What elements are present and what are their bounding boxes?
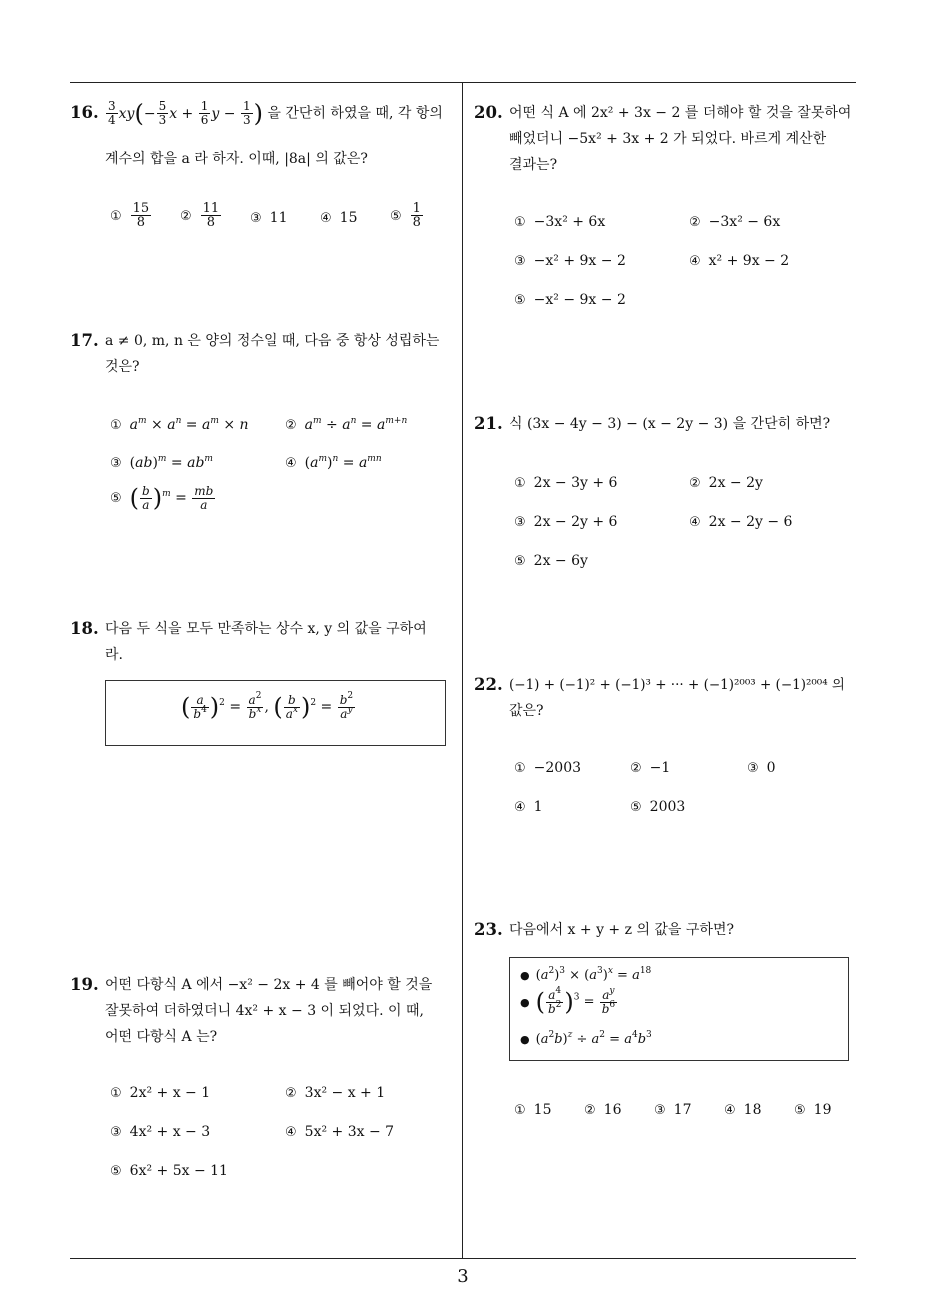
option-1[interactable]: ① $a^m \times a^n = a^m \times n$ [110,416,249,433]
option-2[interactable]: ② −3x² − 6x [689,214,781,230]
condition-2: ● ( $\frac{a^4}{b^2}$ )$^3$ = $\frac{a^y}{b^6}$ [520,985,616,1016]
option-1[interactable]: ① −3x² + 6x [514,214,606,230]
page-number: 3 [457,1266,469,1287]
question-number: 19. [70,975,99,994]
option-3[interactable]: ③ 0 [747,760,776,776]
question-stem-line: 식 (3x − 4y − 3) − (x − 2y − 3) 을 간단히 하면? [509,416,831,432]
option-4[interactable]: ④ $(a^m)^n = a^{mn}$ [285,454,382,471]
option-3[interactable]: ③ 4x² + x − 3 [110,1124,211,1140]
question-stem [105,100,457,128]
option-1[interactable]: ① $\frac{15}{8}$ [110,201,150,230]
option-5[interactable]: ⑤ 2003 [630,799,686,815]
option-1[interactable]: ① −2003 [514,760,582,776]
stem-expression: $\frac{3}{4}$ xy(− $\frac{5}{3}$ x + $\frac{1}{6}$ y − $\frac{1}{3}$ ) [108,99,263,127]
bottom-rule [70,1258,856,1259]
stem-text: 을 간단히 하였을 때, 각 항의 [267,105,443,122]
question-number: 21. [474,414,503,433]
condition-3: ● $(a^2b)^z \div a^2 = a^4b^3$ [520,1030,652,1047]
option-4[interactable]: ④ x² + 9x − 2 [689,253,790,269]
option-3[interactable]: ③ 11 [250,210,288,226]
option-3[interactable]: ③ 17 [654,1102,692,1118]
question-stem-line: a ≠ 0, m, n 은 양의 정수일 때, 다음 중 항상 성립하는 [105,333,440,349]
question-number: 22. [474,675,503,694]
option-2[interactable]: ② −1 [630,760,671,776]
question-stem-line: 라. [105,647,123,663]
option-2[interactable]: ② 2x − 2y [689,475,763,491]
top-rule [70,82,856,83]
question-stem-line: (−1) + (−1)² + (−1)³ + ··· + (−1)²⁰⁰³ + (−1)²⁰⁰⁴ 의 [509,677,845,693]
option-2[interactable]: ② $a^m \div a^n = a^{m+n}$ [285,416,408,433]
question-number: 16. [70,103,99,122]
option-2[interactable]: ② 3x² − x + 1 [285,1085,386,1101]
option-5[interactable]: ⑤ $\frac{1}{8}$ [390,201,421,230]
question-stem-line: 어떤 다항식 A 에서 −x² − 2x + 4 를 빼어야 할 것을 [105,977,433,993]
option-3[interactable]: ③ 2x − 2y + 6 [514,514,618,530]
question-stem-line: 빼었더니 −5x² + 3x + 2 가 되었다. 바르게 계산한 [509,131,827,147]
option-4[interactable]: ④ 15 [320,210,358,226]
question-stem-line: 어떤 다항식 A 는? [105,1029,218,1045]
option-5[interactable]: ⑤ 2x − 6y [514,553,588,569]
column-divider [462,83,463,1259]
option-4[interactable]: ④ 18 [724,1102,762,1118]
question-stem-line: 잘못하여 더하였더니 4x² + x − 3 이 되었다. 이 때, [105,1003,424,1019]
question-number: 17. [70,331,99,350]
question-stem-line: 어떤 식 A 에 2x² + 3x − 2 를 더해야 할 것을 잘못하여 [509,105,852,121]
option-5[interactable]: ⑤ ( $\frac{b}{a}$ )$^m$ = $\frac{mb}{a}$ [110,483,214,512]
option-5[interactable]: ⑤ 19 [794,1102,832,1118]
option-4[interactable]: ④ 2x − 2y − 6 [689,514,793,530]
question-number: 18. [70,619,99,638]
option-2[interactable]: ② 16 [584,1102,622,1118]
question-stem-line: 결과는? [509,157,558,173]
question-stem-line: 계수의 합을 a 라 하자. 이때, |8a| 의 값은? [105,151,368,167]
condition-1: ● $(a^2)^3 \times (a^3)^x = a^{18}$ [520,966,652,983]
question-stem-line: 다음 두 식을 모두 만족하는 상수 x, y 의 값을 구하여 [105,621,427,637]
question-stem-line: 값은? [509,703,544,719]
option-5[interactable]: ⑤ 6x² + 5x − 11 [110,1163,228,1179]
option-4[interactable]: ④ 5x² + 3x − 7 [285,1124,395,1140]
option-2[interactable]: ② $\frac{11}{8}$ [180,201,220,230]
option-3[interactable]: ③ −x² + 9x − 2 [514,253,626,269]
condition-box [509,957,849,1061]
option-4[interactable]: ④ 1 [514,799,543,815]
question-stem-line: 것은? [105,359,140,375]
option-3[interactable]: ③ $(ab)^m = ab^m$ [110,454,213,471]
option-5[interactable]: ⑤ −x² − 9x − 2 [514,292,626,308]
question-stem-line: 다음에서 x + y + z 의 값을 구하면? [509,922,734,938]
option-1[interactable]: ① 15 [514,1102,552,1118]
condition-box: ( $\frac{a}{b^4}$ )$^2$ = $\frac{a^2}{b^x}$ , ( $\frac{b}{a^x}$ )$^2$ = $\frac{b^2}{a^y}$ [105,680,446,746]
question-number: 23. [474,920,503,939]
option-1[interactable]: ① 2x − 3y + 6 [514,475,618,491]
option-1[interactable]: ① 2x² + x − 1 [110,1085,211,1101]
question-number: 20. [474,103,503,122]
